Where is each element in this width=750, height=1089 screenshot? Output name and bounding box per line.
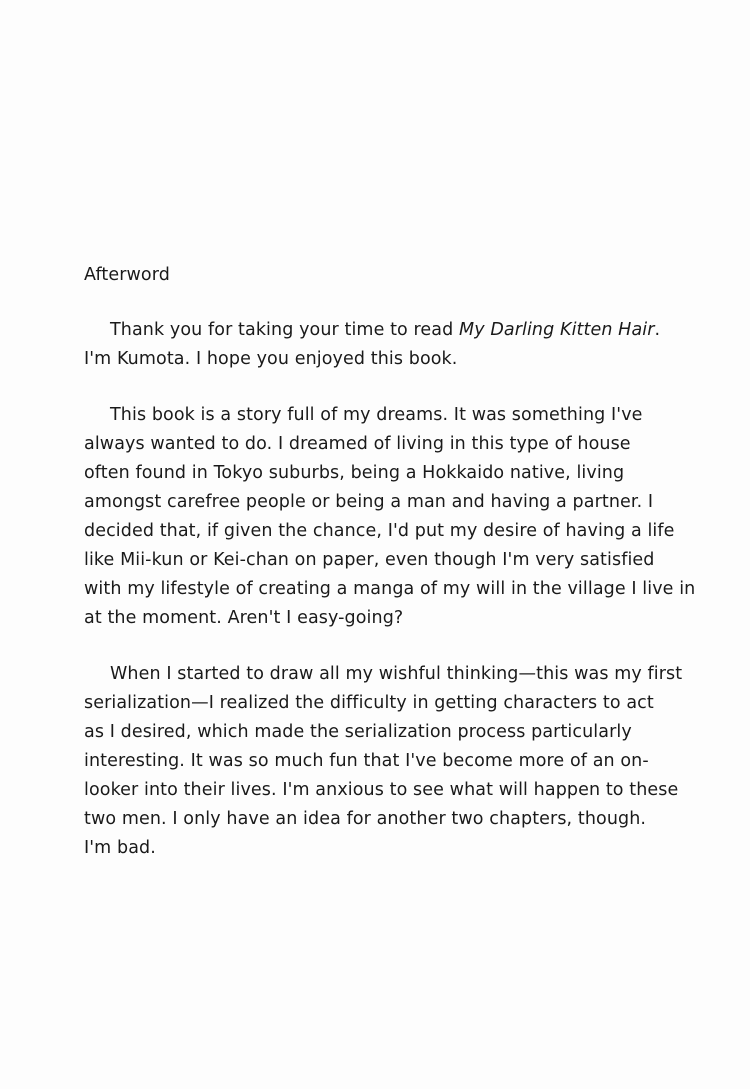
paragraph-line: always wanted to do. I dreamed of living in this type of house [84, 434, 631, 454]
book-title: My Darling Kitten Hair [459, 320, 655, 340]
paragraph-line: When I started to draw all my wishful thinking—this was my first [110, 664, 683, 684]
paragraph-line: looker into their lives. I'm anxious to see what will happen to these [84, 780, 679, 800]
paragraph-line [84, 316, 674, 345]
paragraph-line: interesting. It was so much fun that I've become more of an on- [84, 751, 649, 771]
line-text: Thank you for taking your time to read [110, 320, 459, 340]
paragraph-1 [84, 316, 674, 374]
paragraph-line: as I desired, which made the serialization process particularly [84, 722, 632, 742]
paragraph-line: like Mii-kun or Kei-chan on paper, even though I'm very satisfied [84, 550, 655, 570]
paragraph-2 [84, 401, 696, 633]
paragraph-line: decided that, if given the chance, I'd put my desire of having a life [84, 521, 675, 541]
afterword-heading: Afterword [84, 265, 170, 285]
paragraph-line: serialization—I realized the difficulty in getting characters to act [84, 693, 654, 713]
paragraph-line: at the moment. Aren't I easy-going? [84, 608, 404, 628]
paragraph-line: I'm bad. [84, 838, 156, 858]
line-punctuation: . [654, 320, 661, 340]
paragraph-line: two men. I only have an idea for another two chapters, though. [84, 809, 647, 829]
paragraph-line: amongst carefree people or being a man and having a partner. I [84, 492, 654, 512]
paragraph-line: with my lifestyle of creating a manga of my will in the village I live in [84, 579, 696, 599]
paragraph-line: This book is a story full of my dreams. It was something I've [110, 405, 643, 425]
afterword-text [84, 260, 696, 890]
paragraph-3 [84, 660, 683, 863]
paragraph-line: often found in Tokyo suburbs, being a Hokkaido native, living [84, 463, 625, 483]
paragraph-line: I'm Kumota. I hope you enjoyed this book. [84, 349, 458, 369]
